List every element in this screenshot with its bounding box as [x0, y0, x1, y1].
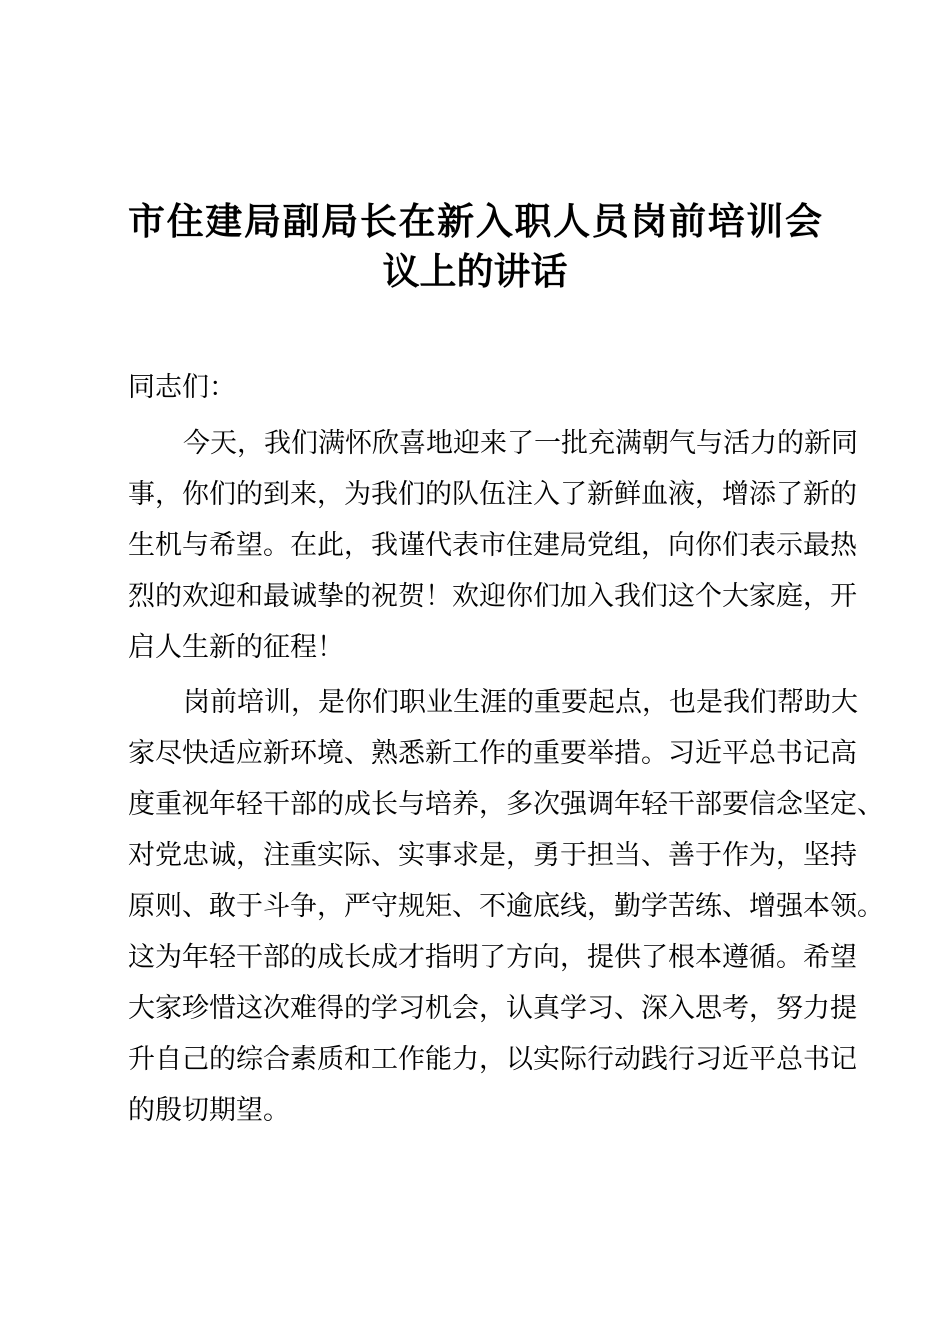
text-line: 事，你们的到来，为我们的队伍注入了新鲜血液，增添了新的: [128, 479, 857, 510]
text-line: 对党忠诚，注重实际、实事求是，勇于担当、善于作为，坚持: [128, 840, 857, 871]
text-line: 家尽快适应新环境、熟悉新工作的重要举措。习近平总书记高: [128, 738, 857, 769]
text-line: 的殷切期望。: [128, 1095, 290, 1126]
text-line: 度重视年轻干部的成长与培养，多次强调年轻干部要信念坚定、: [128, 789, 884, 820]
text-line: 烈的欢迎和最诚挚的祝贺！欢迎你们加入我们这个大家庭，开: [128, 581, 857, 612]
salutation: 同志们：: [128, 372, 236, 403]
text-line: 升自己的综合素质和工作能力，以实际行动践行习近平总书记: [128, 1044, 857, 1075]
text-line: 这为年轻干部的成长成才指明了方向，提供了根本遵循。希望: [128, 942, 857, 973]
text-line: 岗前培训，是你们职业生涯的重要起点，也是我们帮助大: [183, 687, 858, 718]
text-line: 大家珍惜这次难得的学习机会，认真学习、深入思考，努力提: [128, 993, 857, 1024]
title-line: 议上的讲话: [382, 250, 568, 293]
text-line: 生机与希望。在此，我谨代表市住建局党组，向你们表示最热: [128, 530, 857, 561]
text-line: 原则、敢于斗争，严守规矩、不逾底线，勤学苦练、增强本领。: [128, 891, 884, 922]
title-line: 市住建局副局长在新入职人员岗前培训会: [128, 200, 822, 243]
text-line: 启人生新的征程！: [128, 632, 344, 663]
text-line: 今天，我们满怀欣喜地迎来了一批充满朝气与活力的新同: [183, 428, 858, 459]
